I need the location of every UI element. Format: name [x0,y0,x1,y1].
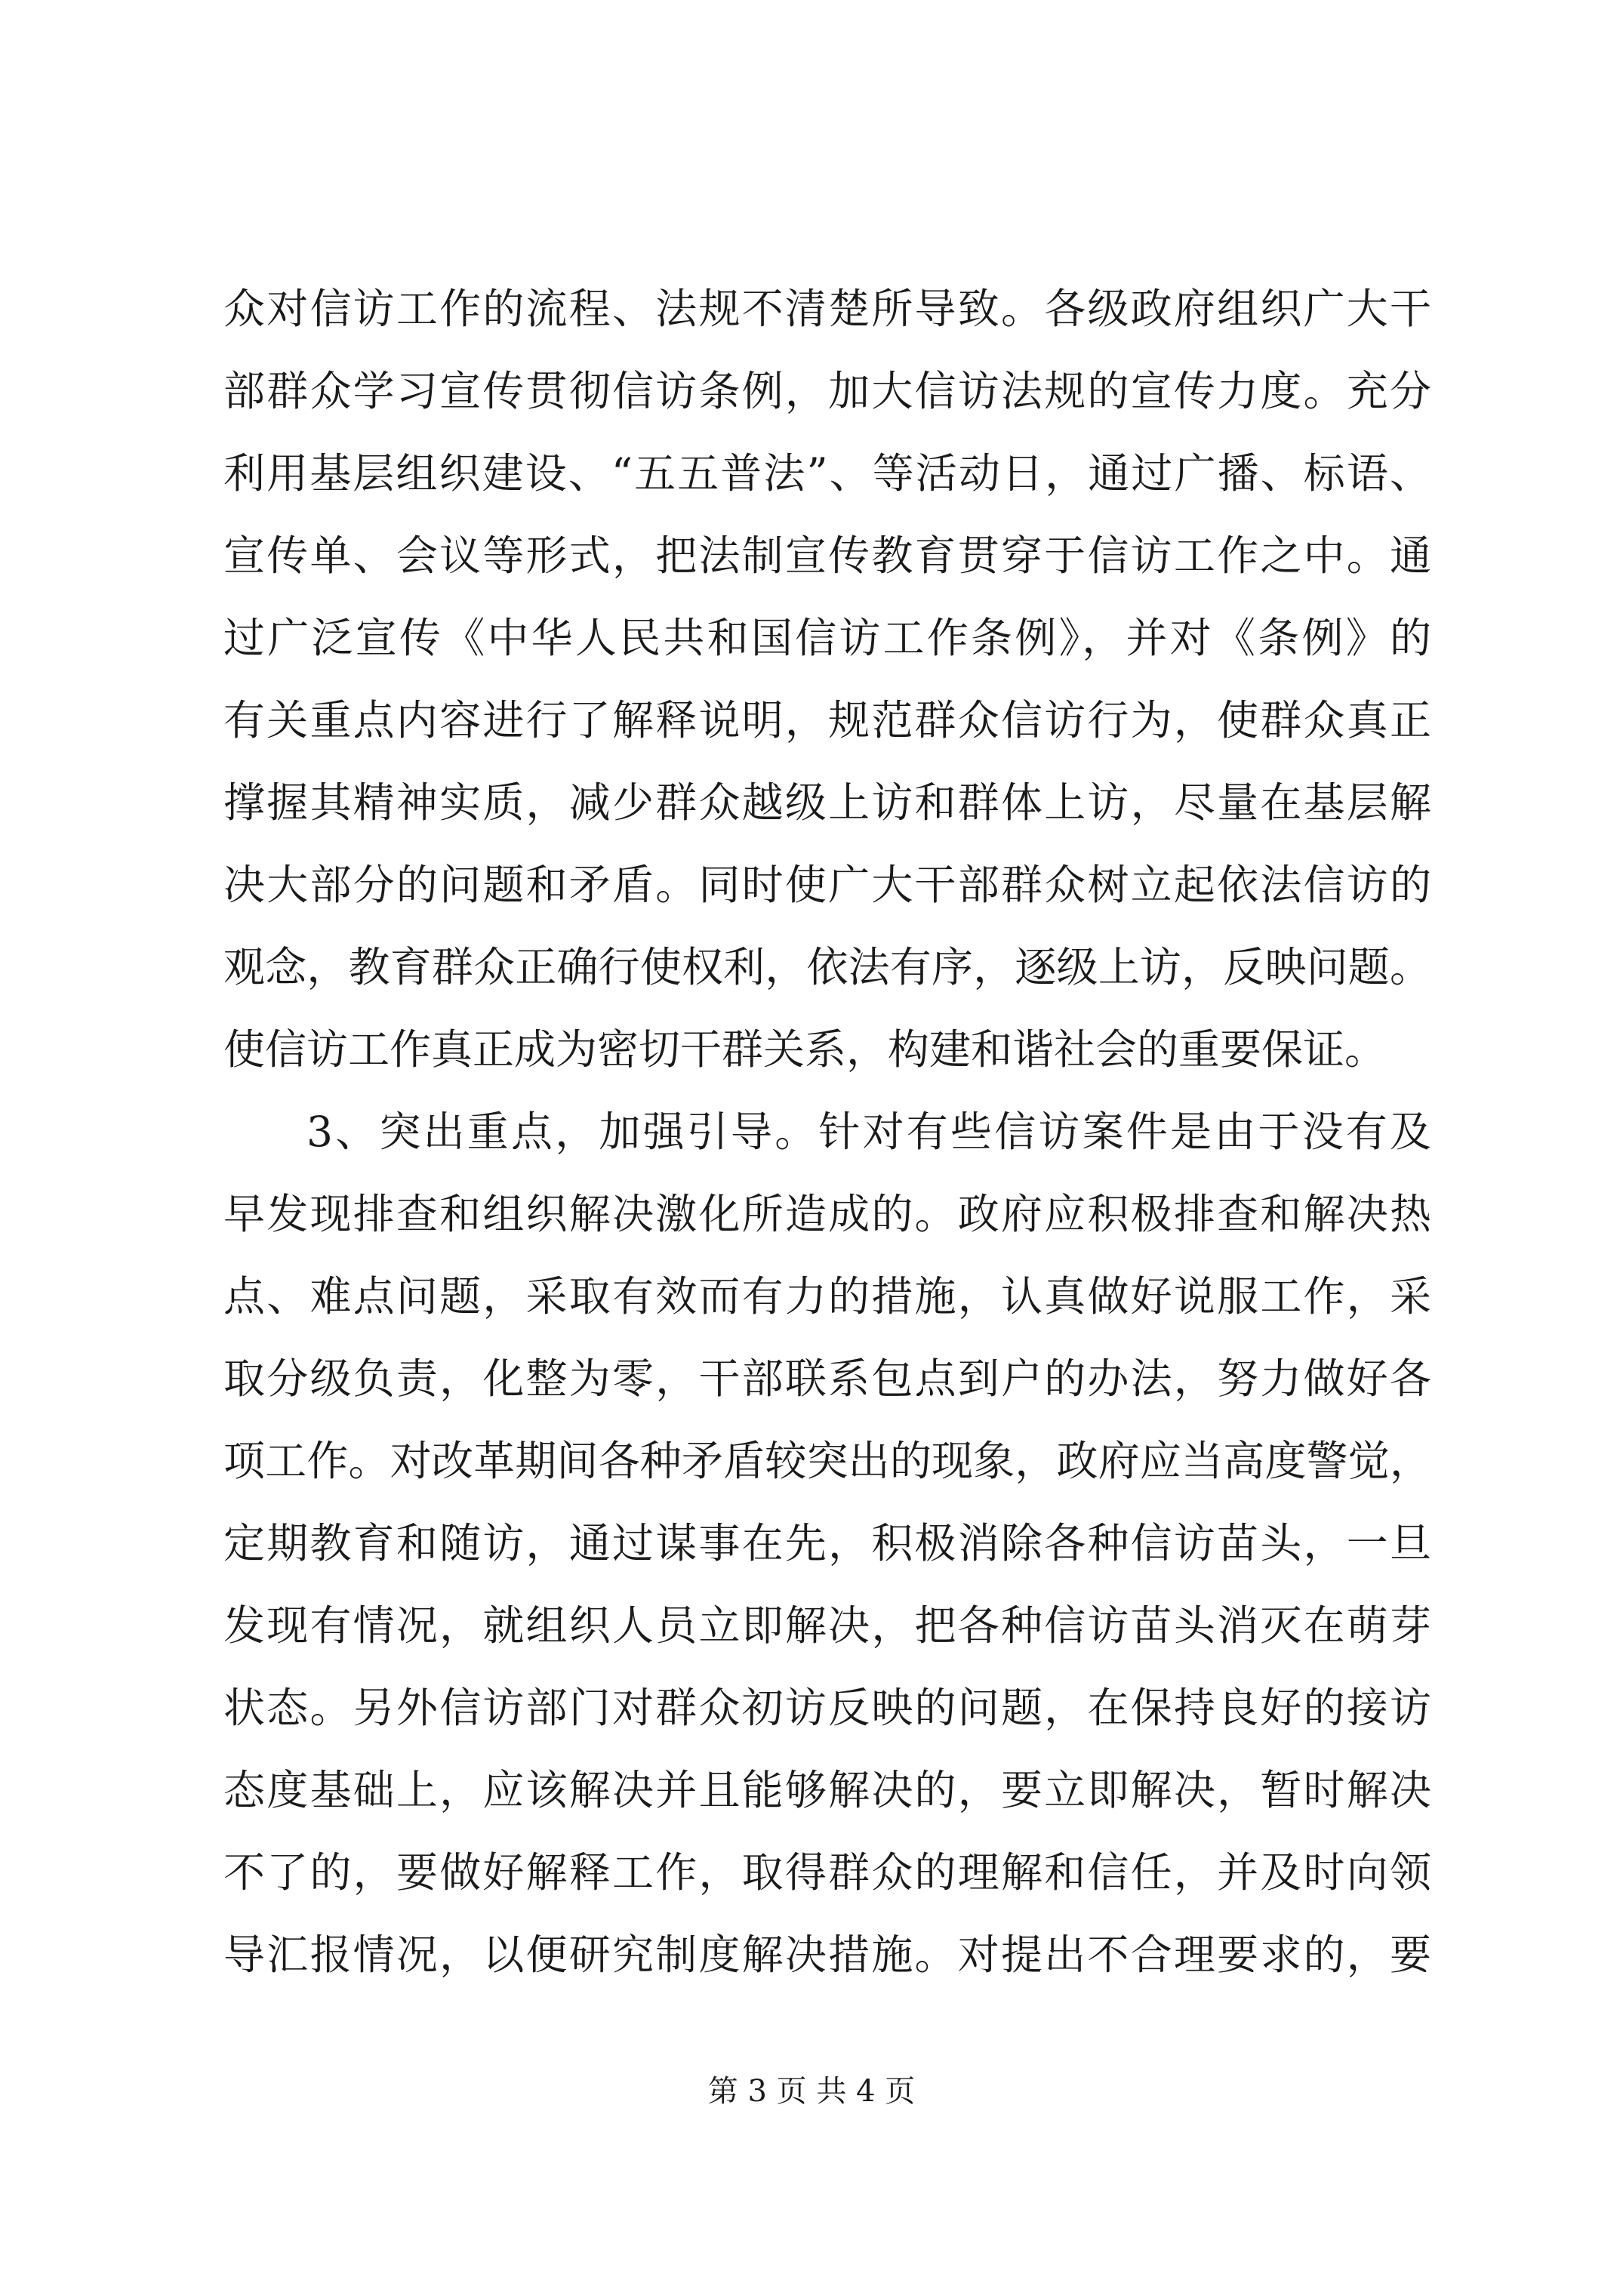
text-line: 利用基层组织建设、“五五普法”、等活动日，通过广播、标语、 [223,449,1431,498]
text-line: 早发现排查和组织解决激化所造成的。政府应积极排查和解决热 [223,1190,1431,1238]
text-line: 定期教育和随访，通过谋事在先，积极消除各种信访苗头，一旦 [223,1519,1431,1567]
text-line: 使信访工作真正成为密切干群关系，构建和谐社会的重要保证。 [223,1025,1387,1074]
text-line: 发现有情况，就组织人员立即解决，把各种信访苗头消灭在萌芽 [223,1601,1431,1650]
text-line: 过广泛宣传《中华人民共和国信访工作条例》，并对《条例》的 [223,614,1431,662]
paragraph-start-line: 3、突出重点，加强引导。针对有些信访案件是由于没有及 [306,1108,1431,1156]
text-line: 导汇报情况，以便研究制度解决措施。对提出不合理要求的，要 [223,1931,1431,1979]
page-number-footer: 第 3 页 共 4 页 [707,2074,916,2109]
text-line: 状态。另外信访部门对群众初访反映的问题，在保持良好的接访 [223,1684,1431,1732]
text-line: 不了的，要做好解释工作，取得群众的理解和信任，并及时向领 [223,1848,1431,1897]
text-line: 宣传单、会议等形式，把法制宣传教育贯穿于信访工作之中。通 [223,532,1431,580]
text-line: 项工作。对改革期间各种矛盾较突出的现象，政府应当高度警觉， [223,1437,1431,1485]
text-line: 众对信访工作的流程、法规不清楚所导致。各级政府组织广大干 [223,285,1431,333]
text-line: 点、难点问题，采取有效而有力的措施，认真做好说服工作，采 [223,1272,1431,1321]
text-line: 有关重点内容进行了解释说明，规范群众信访行为，使群众真正 [223,696,1431,744]
text-line: 部群众学习宣传贯彻信访条例，加大信访法规的宣传力度。充分 [223,367,1431,415]
text-line: 决大部分的问题和矛盾。同时使广大干部群众树立起依法信访的 [223,861,1431,909]
document-body [223,268,1431,1996]
text-line: 取分级负责，化整为零，干部联系包点到户的办法，努力做好各 [223,1354,1431,1403]
text-line: 撑握其精神实质，减少群众越级上访和群体上访，尽量在基层解 [223,778,1431,827]
text-line: 态度基础上，应该解决并且能够解决的，要立即解决，暂时解决 [223,1766,1431,1814]
text-line: 观念，教育群众正确行使权利，依法有序，逐级上访，反映问题。 [223,943,1431,991]
